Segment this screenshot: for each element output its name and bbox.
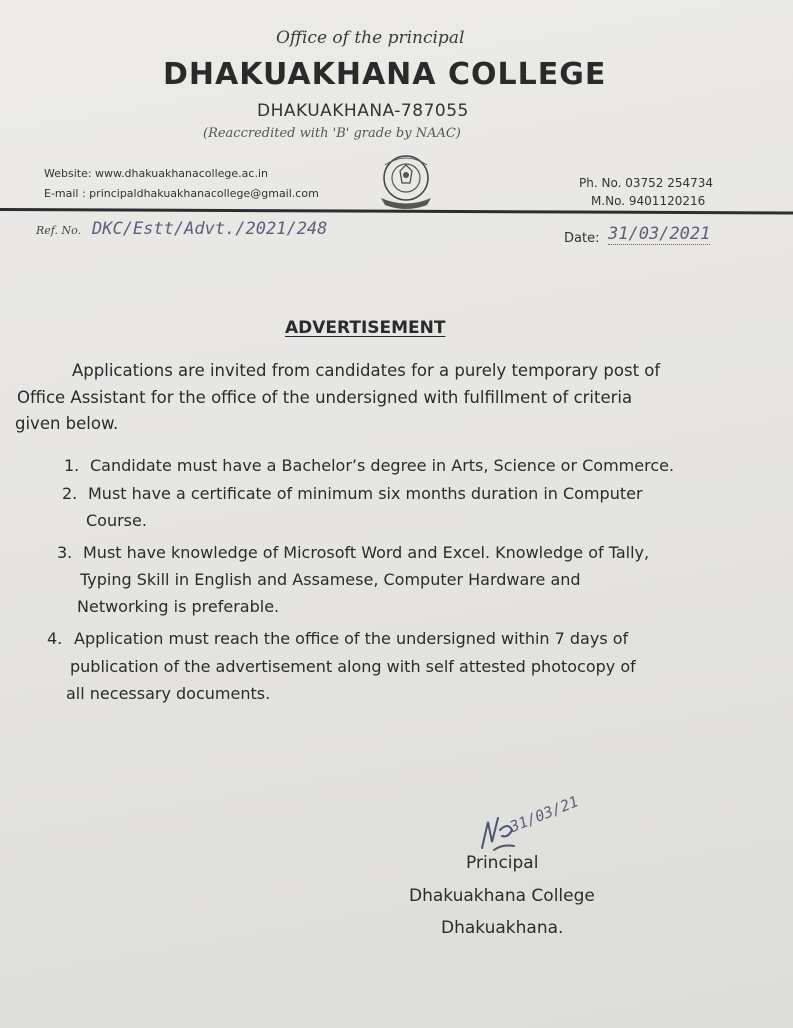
header-divider (0, 208, 793, 214)
website-text: Website: www.dhakuakhanacollege.ac.in (44, 167, 268, 180)
criteria-text-cont: Networking is preferable. (77, 597, 280, 616)
ref-label: Ref. No. (36, 224, 82, 237)
signatory-designation: Principal (466, 853, 539, 873)
criteria-number: 3. (57, 543, 73, 562)
mobile-number: M.No. 9401120216 (591, 194, 706, 208)
intro-line-1: Applications are invited from candidates for a purely temporary post of (72, 361, 661, 380)
ref-number: DKC/Estt/Advt./2021/248 (92, 219, 328, 239)
phone-number: Ph. No. 03752 254734 (579, 176, 714, 190)
college-name: DHAKUAKHANA COLLEGE (163, 57, 607, 92)
office-heading: Office of the principal (276, 28, 465, 48)
signature-date: 31/03/21 (507, 792, 581, 836)
criteria-text-cont: all necessary documents. (66, 684, 271, 703)
criteria-text: Candidate must have a Bachelor’s degree in Arts, Science or Commerce. (90, 456, 675, 475)
advertisement-title: ADVERTISEMENT (285, 318, 446, 338)
criteria-text-cont: Typing Skill in English and Assamese, Computer Hardware and (80, 570, 581, 589)
date-value: 31/03/2021 (608, 224, 711, 244)
date-label: Date: (564, 231, 600, 246)
criteria-text: Must have knowledge of Microsoft Word and Excel. Knowledge of Tally, (83, 543, 650, 562)
college-emblem-icon (373, 153, 439, 211)
email-text: E-mail : principaldhakuakhanacollege@gmail.com (44, 187, 319, 200)
criteria-text-cont: publication of the advertisement along with self attested photocopy of (70, 657, 636, 676)
criteria-text: Application must reach the office of the undersigned within 7 days of (74, 629, 629, 648)
criteria-number: 4. (47, 629, 63, 648)
college-address: DHAKUAKHANA-787055 (257, 101, 469, 121)
criteria-text: Must have a certificate of minimum six months duration in Computer (88, 484, 643, 503)
intro-line-3: given below. (15, 414, 119, 433)
intro-line-2: Office Assistant for the office of the undersigned with fulfillment of criteria (17, 388, 633, 407)
criteria-number: 2. (62, 484, 78, 503)
signatory-institution: Dhakuakhana College (409, 886, 595, 906)
criteria-text-cont: Course. (86, 511, 147, 530)
accreditation-note: (Reaccredited with 'B' grade by NAAC) (203, 126, 461, 141)
criteria-number: 1. (64, 456, 80, 475)
signatory-place: Dhakuakhana. (441, 918, 564, 938)
